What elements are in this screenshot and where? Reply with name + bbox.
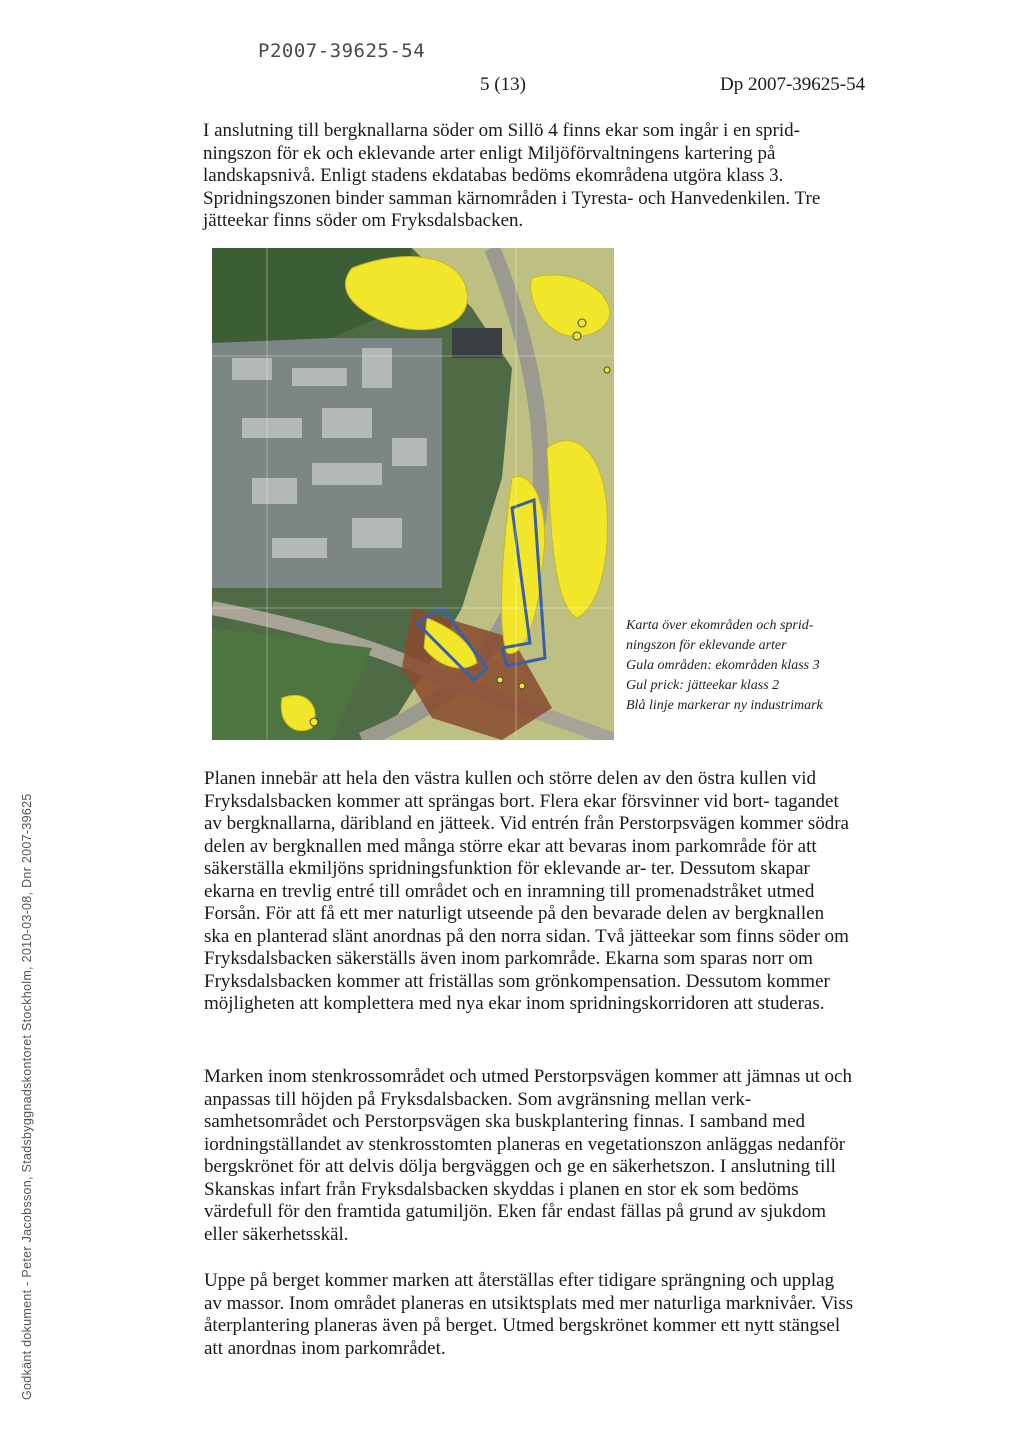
paragraph-ground: Marken inom stenkrossområdet och utmed Perstorpsvägen kommer att jämnas ut och anpassas till höjden på Fryksdalsbacken. Som avgränsning mellan verk- samhetsområdet och Perstorpsvägen ska buskplantering finnas. I samband med iordningställandet av stenkrosstomten planeras en vegetationszon anläggas nedanför bergskrönet för att delvis dölja bergväggen och ge en säkerhetszon. I anslutning till Skanskas infart från Fryksdalsbacken skyddas i planen en stor ek som bedöms värdefull för den framtida gatumiljön. Eken får endast fällas på grund av sjukdom eller säkerhetsskäl.: [204, 1066, 852, 1245]
map-graphic: [212, 248, 614, 740]
caption-line: Blå linje markerar ny industrimark: [626, 698, 823, 713]
caption-line: Gula områden: ekområden klass 3: [626, 658, 820, 673]
document-id: Dp 2007-39625-54: [720, 74, 866, 95]
page-number: 5 (13): [480, 74, 526, 95]
paragraph-hill: Uppe på berget kommer marken att återställas efter tidigare sprängning och upplag av massor. Inom området planeras en utsiktsplats med mer naturliga marknivåer. Viss återplantering planeras även på berget. Utmed bergskrönet kommer ett nytt stängsel att anordnas inom parkområdet.: [204, 1270, 854, 1359]
caption-line: ningszon för eklevande arter: [626, 638, 787, 653]
caption-line: Gul prick: jätteekar klass 2: [626, 678, 780, 693]
document-stamp: P2007-39625-54: [258, 40, 426, 62]
oak-area-map: [212, 248, 614, 740]
paragraph-plan: Planen innebär att hela den västra kullen och större delen av den östra kullen vid Fryksdalsbacken kommer att sprängas bort. Flera ekar försvinner vid bort- tagandet av bergknallarna, däribland en jätteek. Vid entrén från Perstorpsvägen kommer södra delen av bergknallen med många större ekar att bevaras inom parkområde för att säkerställa ekmiljöns spridningsfunktion för eklevande ar- ter. Dessutom skapar ekarna en trevlig entré till området och en inramning till promenadstråket utmed Forsån. För att få ett mer naturligt utseende på den bevarade delen av bergknallen ska en planterad slänt anordnas på den norra sidan. Två jätteekar som finns söder om Fryksdalsbacken säkerställs även inom parkområde. Ekarna som sparas norr om Fryksdalsbacken kommer att friställas som grönkompensation. Dessutom kommer möjligheten att komplettera med nya ekar inom spridningskorridoren att studeras.: [204, 768, 849, 1014]
caption-line: Karta över ekområden och sprid-: [626, 618, 814, 633]
map-caption: [626, 616, 926, 716]
dark-roof: [452, 328, 502, 358]
paragraph-intro: I anslutning till bergknallarna söder om Sillö 4 finns ekar som ingår i en sprid- ningszon för ek och eklevande arter enligt Miljöförvaltningens kartering på landskapsnivå. Enligt stadens ekdatabas bedöms ekområdena utgöra klass 3. Spridningszonen binder samman kärnområden i Tyresta- och Hanvedenkilen. Tre jätteekar finns söder om Fryksdalsbacken.: [203, 120, 821, 231]
approval-sidebar-text: Godkänt dokument - Peter Jacobsson, Stadsbyggnadskontoret Stockholm, 2010-03-08, Dnr 2007-39625: [20, 793, 34, 1400]
